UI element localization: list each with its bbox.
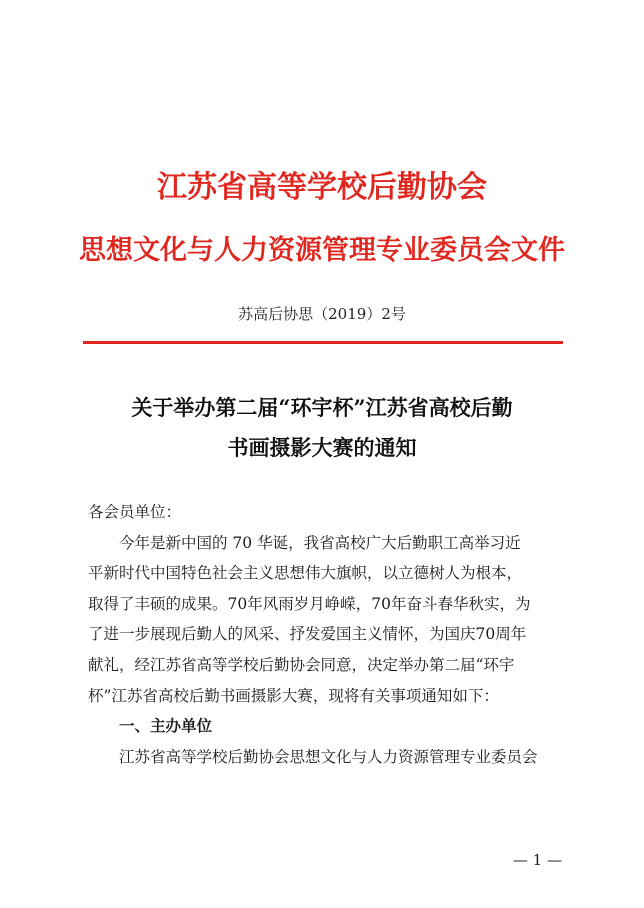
notice-title-line2: 书画摄影大赛的通知 [227,435,417,460]
paragraph-line: 今年是新中国的 70 华诞，我省高校广大后勤职工高举习近 [119,533,521,552]
paragraph-line: 了进一步展现后勤人的风采、抒发爱国主义情怀，为国庆70周年 [88,625,527,644]
issuing-organization: 江苏省高等学校后勤协会 [157,170,487,205]
paragraph-line: 平新时代中国特色社会主义思想伟大旗帜，以立德树人为根本， [88,564,523,583]
section-text: 江苏省高等学校后勤协会思想文化与人力资源管理专业委员会 [119,747,538,766]
issuing-committee: 思想文化与人力资源管理专业委员会文件 [79,235,565,266]
paragraph-line: 杯”江苏省高校后勤书画摄影大赛，现将有关事项通知如下： [88,686,499,705]
notice-title [0,388,644,468]
document-body [88,497,568,772]
page-number: — 1 — [512,851,562,869]
notice-title-line1: 关于举办第二届“环宇杯”江苏省高校后勤 [131,395,513,420]
red-divider-line [83,341,563,344]
paragraph-line: 取得了丰硕的成果。70年风雨岁月峥嵘，70年奋斗春华秋实，为 [88,594,531,613]
salutation: 各会员单位： [88,503,182,521]
section-heading: 一、主办单位 [119,716,213,736]
document-number: 苏高后协思（2019）2号 [238,305,406,323]
paragraph-line: 献礼，经江苏省高等学校后勤协会同意，决定举办第二届“环宇 [88,655,515,674]
